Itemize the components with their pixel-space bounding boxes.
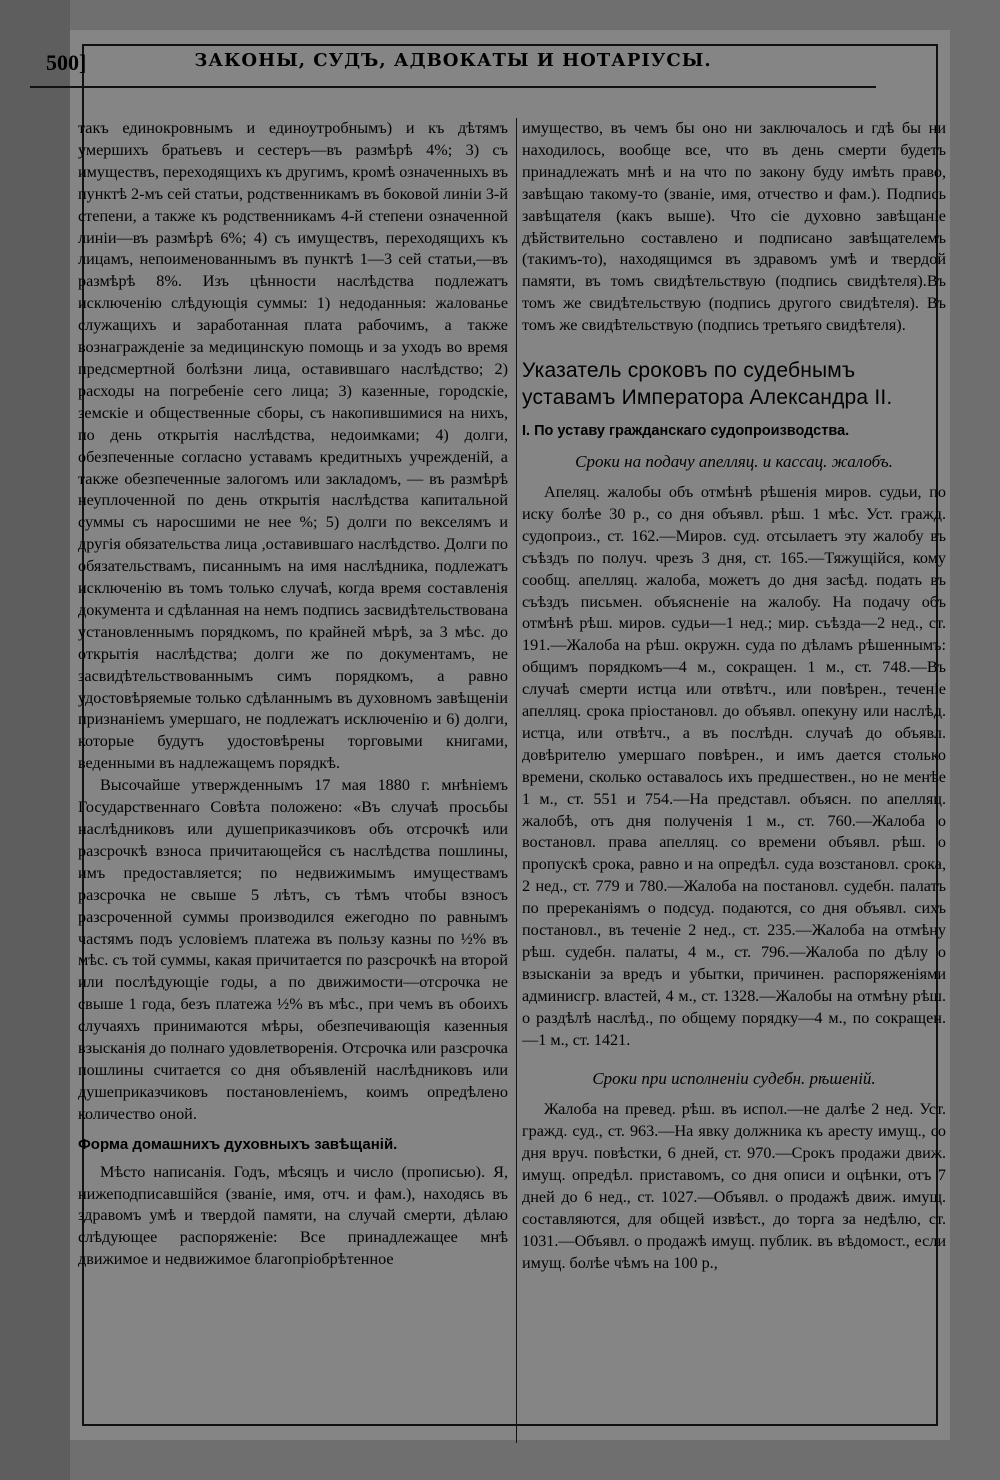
paragraph-inheritance-tax: такъ единокровнымъ и единоутробнымъ) и къ дѣтямъ умершихъ братьевъ и сестеръ—въ размѣрѣ 4%; 3) съ имуществъ, переходящихъ къ другимъ, кромѣ означенныхъ въ пунктѣ 2-мъ сей статьи, родственникамъ въ боковой линіи 3-й степени, а также къ родственникамъ 4-й степени означенной линіи—въ размѣрѣ 6%; 4) съ имуществъ, переходящихъ къ лицамъ, непоименованнымъ въ пунктѣ 1—3 сей статьи,—въ размѣрѣ 8%. Изъ цѣнности наслѣдства подлежатъ исключенію слѣдующія суммы: 1) недоданныя: жалованье служащихъ и заработанная плата рабочимъ, а также вознагражденіе за медицинскую помощь и за уходъ во время предсмертной болѣзни лица, оставившаго наслѣдство; 2) расходы на погребеніе сего лица; 3) казенные, городскіе, земскіе и общественные сборы, съ накопившимися на нихъ, по день открытія наслѣдства, недоимками; 4) долги, обезпеченные согласно уставамъ кредитныхъ учрежденій, а также обезпеченные залогомъ или закладомъ, — въ размѣрѣ неуплоченной по день открытія наслѣдства капитальной суммы съ наросшими не нее %; 5) долги по векселямъ и другія обязательства лица ,оставившаго наслѣдство. Долги по обязательствамъ, писаннымъ на имя наслѣдника, подлежатъ исключенію въ томъ только случаѣ, когда время составленія документа и сдѣланная на немъ подпись засвидѣтельствована установленнымъ порядкомъ, по крайней мѣрѣ, за 3 мѣс. до открытія наслѣдства; долги же по документамъ, не засвидѣтельствованнымъ симъ порядкомъ, а равно удостовѣряемые только сдѣланнымъ въ духовномъ завѣщеніи признаніемъ умершаго, не подлежатъ исключенію и 6) долги, которые будутъ удостовѣрены торговыми книгами, веденными въ надлежащемъ порядкѣ. <box>78 119 508 773</box>
index-title: Указатель сроковъ по судебнымъ уставамъ Императора Александра II. <box>522 359 893 410</box>
heading-appeal-deadlines: Сроки на подачу апелляц. и кассац. жалобъ. <box>575 451 893 471</box>
paragraph-appeal-deadlines: Апеляц. жалобы объ отмѣнѣ рѣшенія миров. судьи, по иску болѣе 30 р., со дня объявл. рѣш. 1 мѣс. Уст. гражд. судопроиз., ст. 162.—Миров. суд. отсылаетъ эту жалобу въ съѣздъ по получ. чрезъ 3 дня, ст. 165.—Тяжущійся, кому сообщ. апелляц. жалоба, можетъ до дня засѣд. подать въ съѣздъ письмен. объясненіе на жалобу. На подачу объ отмѣнѣ рѣш. миров. судьи—1 нед.; мир. съѣзда—2 нед., ст. 191.—Жалоба на рѣш. окружн. суда по дѣламъ рѣшеннымъ: общимъ порядкомъ—4 м., сокращен. 1 м., ст. 748.—Въ случаѣ смерти истца или отвѣтч., или повѣрен., теченіе апелляц. срока пріостановл. до объявл. опекуну или наслѣд. истца, или отвѣтч., а въ послѣдн. случаѣ до объявл. довѣрителю умершаго повѣрен., и имъ дается столько времени, сколько оставалось ихъ предшествен., но не менѣе 1 м., ст. 551 и 754.—На представл. объясн. по апелляц. жалобѣ, отъ дня полученія 1 м., ст. 760.—Жалоба о востановл. права апелляц. со времени объявл. рѣш. о пропускѣ срока, равно и на опредѣл. суда возстановл. срока, 2 нед., ст. 779 и 780.—Жалоба на постановл. судебн. палатъ по пререканіямъ о подсуд. подаются, со дня объявл. сихъ постановл., въ теченіе 2 нед., ст. 235.—Жалоба на отмѣну рѣш. судебн. палаты, 4 м., ст. 796.—Жалоба по дѣлу о взысканіи за вредъ и убытки, причинен. распоряженіями админисгр. властей, 4 м., ст. 1328.—Жалобы на отмѣну рѣш. о раздѣлѣ наслѣд., по общему порядку—4 м., по сокращен.—1 м., ст. 1421. <box>522 482 946 1049</box>
page-header <box>30 46 876 88</box>
scan-margin <box>0 0 70 1480</box>
left-column <box>78 118 508 1448</box>
heading-execution-deadlines: Сроки при исполненіи судебн. рѣшеній. <box>592 1068 876 1088</box>
right-column <box>522 118 946 1448</box>
section-title-wills-form: Форма домашнихъ духовныхъ завѣщаній. <box>78 1135 398 1153</box>
paragraph-will-continuation: имущество, въ чемъ бы оно ни заключалось и гдѣ бы ни находилось, вообще все, что въ день смерти будетъ принадлежать мнѣ и на что по закону буду имѣть право, завѣщаю такому-то (званіе, имя, отчество и фам.). Подпись завѣщателя (какъ выше). Что сіе духовно завѣщаніе дѣйствительно составлено и подписано завѣщателемъ (такимъ-то), находящимся въ здравомъ умѣ и твердой памяти, въ томъ свидѣтельствую (подпись свидѣтеля).Въ томъ же свидѣтельствую (подпись другого свидѣтеля). Въ томъ же свидѣтельствую (подпись третьяго свидѣтеля). <box>522 119 946 335</box>
paragraph-council-opinion: Высочайше утвержденнымъ 17 мая 1880 г. мнѣніемъ Государственнаго Совѣта положено: «Въ случаѣ просьбы наслѣдниковъ или душеприказчиковъ объ отсрочкѣ или разсрочкѣ взноса причитающейся съ наслѣдства пошлины, имъ предоставляется; по недвижимымъ имуществамъ разсрочка не свыше 5 лѣтъ, съ тѣмъ чтобы взносъ разсроченной суммы производился ежегодно по равнымъ частямъ подъ условіемъ платежа въ пользу казны по ½% въ мѣс. съ той суммы, какая причитается по разсрочкѣ на второй или послѣдующіе годы, а по движимости—отсрочка не свыше 1 года, безъ платежа ½% въ мѣс., при чемъ въ обоихъ случаяхъ принимаются мѣры, обезпечивающія казенныя взысканія до полнаго удовлетворенія. Отсрочка или разсрочка пошлины считается со дня объявленій наслѣдниковъ или душеприказчиковъ постановленіемъ, коимъ опредѣлено количество оной. <box>78 776 508 1123</box>
paragraph-execution-deadlines: Жалоба на превед. рѣш. въ испол.—не далѣе 2 нед. Уст. гражд. суд., ст. 963.—На явку должника къ аресту имущ., со дня вруч. повѣстки, 6 дней, ст. 970.—Срокъ продажи движ. имущ. опредѣл. приставомъ, со дня описи и оцѣнки, отъ 7 дней до 6 нед., ст. 1027.—Объявл. о продажѣ движ. имущ. составляются, для общей извѣст., до торга за недѣлю, ст. 1031.—Объявл. о продажѣ имущ. публик. въ вѣдомост., если имущ. болѣе чѣмъ на 100 р., <box>522 1100 946 1272</box>
column-divider <box>516 118 517 1443</box>
page-number: 500] <box>46 50 87 75</box>
subsection-civil-procedure: I. По уставу гражданскаго судопроизводства. <box>522 423 850 440</box>
running-title: ЗАКОНЫ, СУДЪ, АДВОКАТЫ И НОТАРІУСЫ. <box>194 50 712 71</box>
paragraph-will-form: Мѣсто написанія. Годъ, мѣсяцъ и число (прописью). Я, нижеподписавшійся (званіе, имя, отч. и фам.), находясь въ здравомъ умѣ и твердой памяти, на случай смерти, дѣлаю слѣдующее распоряженіе: Все принадлежащее мнѣ движимое и недвижимое благопріобрѣтенное <box>78 1162 508 1269</box>
